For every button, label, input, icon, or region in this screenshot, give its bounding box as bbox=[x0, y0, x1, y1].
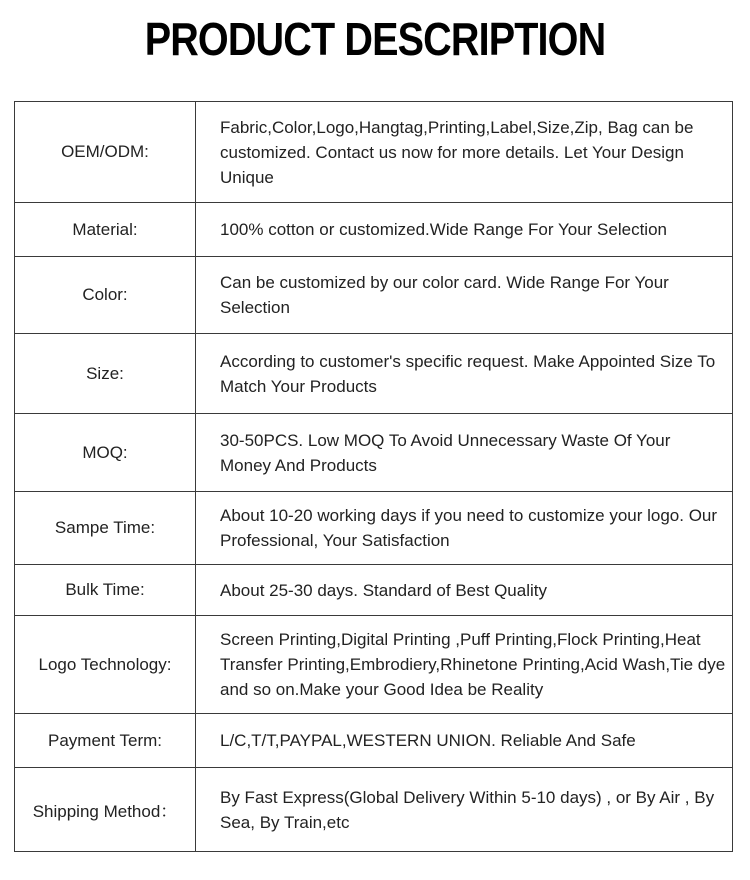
table-row bbox=[15, 492, 733, 565]
row-label: OEM/ODM: bbox=[15, 102, 196, 203]
row-label: Shipping Method： bbox=[15, 768, 196, 852]
table-row bbox=[15, 616, 733, 714]
row-value: About 10-20 working days if you need to customize your logo. Our Professional, Your Satisfaction bbox=[196, 492, 733, 565]
row-label: Payment Term: bbox=[15, 714, 196, 768]
table-row bbox=[15, 768, 733, 852]
table-row bbox=[15, 257, 733, 334]
table-row bbox=[15, 203, 733, 257]
row-value: L/C,T/T,PAYPAL,WESTERN UNION. Reliable And Safe bbox=[196, 714, 733, 768]
table-row bbox=[15, 714, 733, 768]
row-value: Can be customized by our color card. Wide Range For Your Selection bbox=[196, 257, 733, 334]
row-label: Sampe Time: bbox=[15, 492, 196, 565]
row-value: By Fast Express(Global Delivery Within 5-10 days) , or By Air , By Sea, By Train,etc bbox=[196, 768, 733, 852]
table-row bbox=[15, 565, 733, 616]
table-row bbox=[15, 334, 733, 414]
row-value: Screen Printing,Digital Printing ,Puff Printing,Flock Printing,Heat Transfer Printing,Embrodiery,Rhinetone Printing,Acid Wash,Tie dye and so on.Make your Good Idea be Reality bbox=[196, 616, 733, 714]
row-value: About 25-30 days. Standard of Best Quality bbox=[196, 565, 733, 616]
page-title: PRODUCT DESCRIPTION bbox=[144, 13, 606, 65]
row-value: Fabric,Color,Logo,Hangtag,Printing,Label,Size,Zip, Bag can be customized. Contact us now for more details. Let Your Design Unique bbox=[196, 102, 733, 203]
row-label: MOQ: bbox=[15, 414, 196, 492]
row-value: 30-50PCS. Low MOQ To Avoid Unnecessary Waste Of Your Money And Products bbox=[196, 414, 733, 492]
row-value: According to customer's specific request. Make Appointed Size To Match Your Products bbox=[196, 334, 733, 414]
row-value: 100% cotton or customized.Wide Range For Your Selection bbox=[196, 203, 733, 257]
row-label: Size: bbox=[15, 334, 196, 414]
product-spec-table bbox=[14, 101, 733, 852]
row-label: Color: bbox=[15, 257, 196, 334]
row-label: Logo Technology: bbox=[15, 616, 196, 714]
row-label: Bulk Time: bbox=[15, 565, 196, 616]
table-row bbox=[15, 102, 733, 203]
table-row bbox=[15, 414, 733, 492]
row-label: Material: bbox=[15, 203, 196, 257]
